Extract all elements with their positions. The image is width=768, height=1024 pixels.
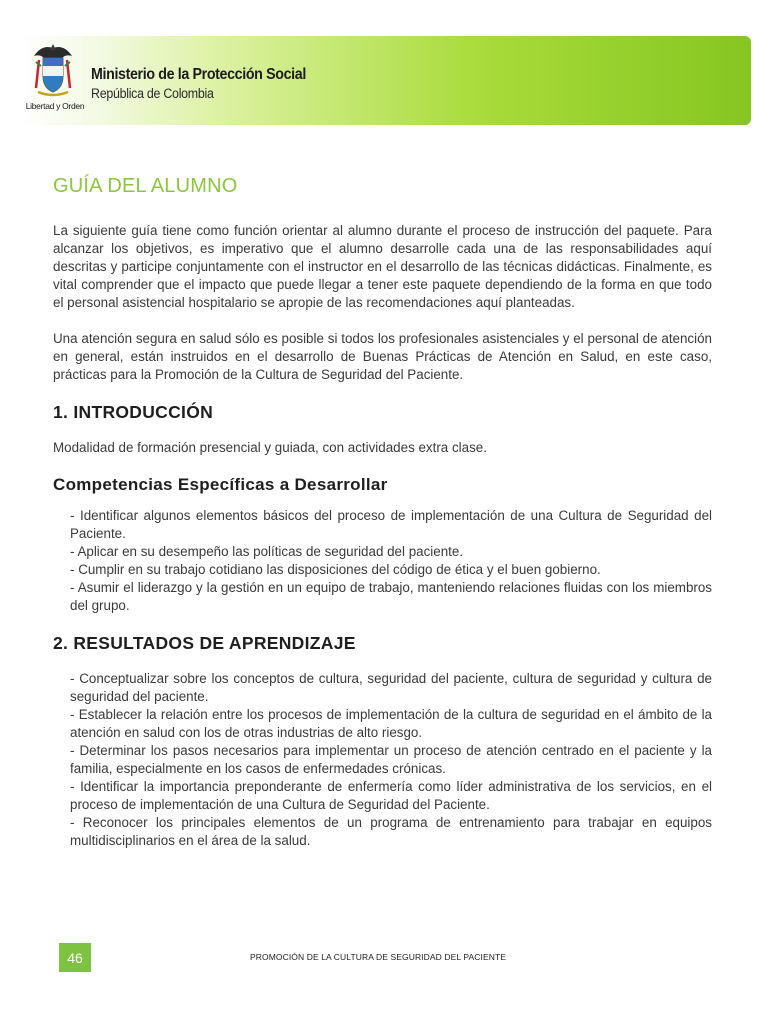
colombia-coat-of-arms-icon bbox=[30, 42, 76, 98]
republic-name: República de Colombia bbox=[91, 86, 214, 101]
intro-paragraph: Una atención segura en salud sólo es posible si todos los profesionales asistenciales y el personal de atención en general, están instruidos en el desarrollo de Buenas Prácticas de Atención en Salud, en este caso, prácticas para la Promoción de la Cultura de Seguridad del Paciente. bbox=[53, 331, 712, 382]
list-item: - Cumplir en su trabajo cotidiano las disposiciones del código de ética y el buen gobierno. bbox=[70, 561, 712, 579]
footer-running-title: PROMOCIÓN DE LA CULTURA DE SEGURIDAD DEL PACIENTE bbox=[250, 952, 507, 962]
list-item: - Identificar algunos elementos básicos del proceso de implementación de una Cultura de Seguridad del Paciente. bbox=[70, 507, 712, 543]
intro-paragraph: La siguiente guía tiene como función orientar al alumno durante el proceso de instrucción del paquete. Para alcanzar los objetivos, es imperativo que el alumno desarrolle cada una de las responsabilidades aquí descritas y participe conjuntamente con el instructor en el desarrollo de las técnicas didácticas. Finalmente, es vital comprender que el impacto que puede llegar a tener este paquete dependiendo de la forma en que todo el personal asistencial hospitalario se apropie de las recomendaciones aquí planteadas. bbox=[53, 223, 712, 310]
list-item: - Determinar los pasos necesarios para implementar un proceso de atención centrado en el paciente y la familia, especialmente en los casos de enfermedades crónicas. bbox=[70, 742, 712, 778]
list-item: - Identificar la importancia preponderante de enfermería como líder administrativa de los servicios, en el proceso de implementación de una Cultura de Seguridad del Paciente. bbox=[70, 778, 712, 814]
list-item: - Reconocer los principales elementos de un programa de entrenamiento para trabajar en equipos multidisciplinarios en el área de la salud. bbox=[70, 814, 712, 850]
subsection-heading-competencias: Competencias Específicas a Desarrollar bbox=[53, 475, 388, 494]
list-item: - Asumir el liderazgo y la gestión en un equipo de trabajo, manteniendo relaciones fluidas con los miembros del grupo. bbox=[70, 579, 712, 615]
section-text-modalidad: Modalidad de formación presencial y guiada, con actividades extra clase. bbox=[53, 440, 487, 455]
competencies-list bbox=[53, 507, 712, 615]
list-item: - Conceptualizar sobre los conceptos de cultura, seguridad del paciente, cultura de seguridad y cultura de seguridad del paciente. bbox=[70, 670, 712, 706]
section-heading-resultados: 2. RESULTADOS DE APRENDIZAJE bbox=[53, 633, 356, 653]
ministry-name: Ministerio de la Protección Social bbox=[91, 66, 306, 83]
page-number-badge: 46 bbox=[59, 943, 91, 972]
section-heading-introduccion: 1. INTRODUCCIÓN bbox=[53, 402, 214, 422]
motto-text: Libertad y Orden bbox=[25, 101, 85, 111]
page-title: GUÍA DEL ALUMNO bbox=[53, 175, 238, 197]
list-item: - Establecer la relación entre los procesos de implementación de la cultura de seguridad en el ámbito de la atención en salud con los de otras industrias de alto riesgo. bbox=[70, 706, 712, 742]
learning-outcomes-list bbox=[53, 670, 712, 850]
main-content bbox=[53, 175, 712, 868]
list-item: - Aplicar en su desempeño las políticas de seguridad del paciente. bbox=[70, 543, 712, 561]
